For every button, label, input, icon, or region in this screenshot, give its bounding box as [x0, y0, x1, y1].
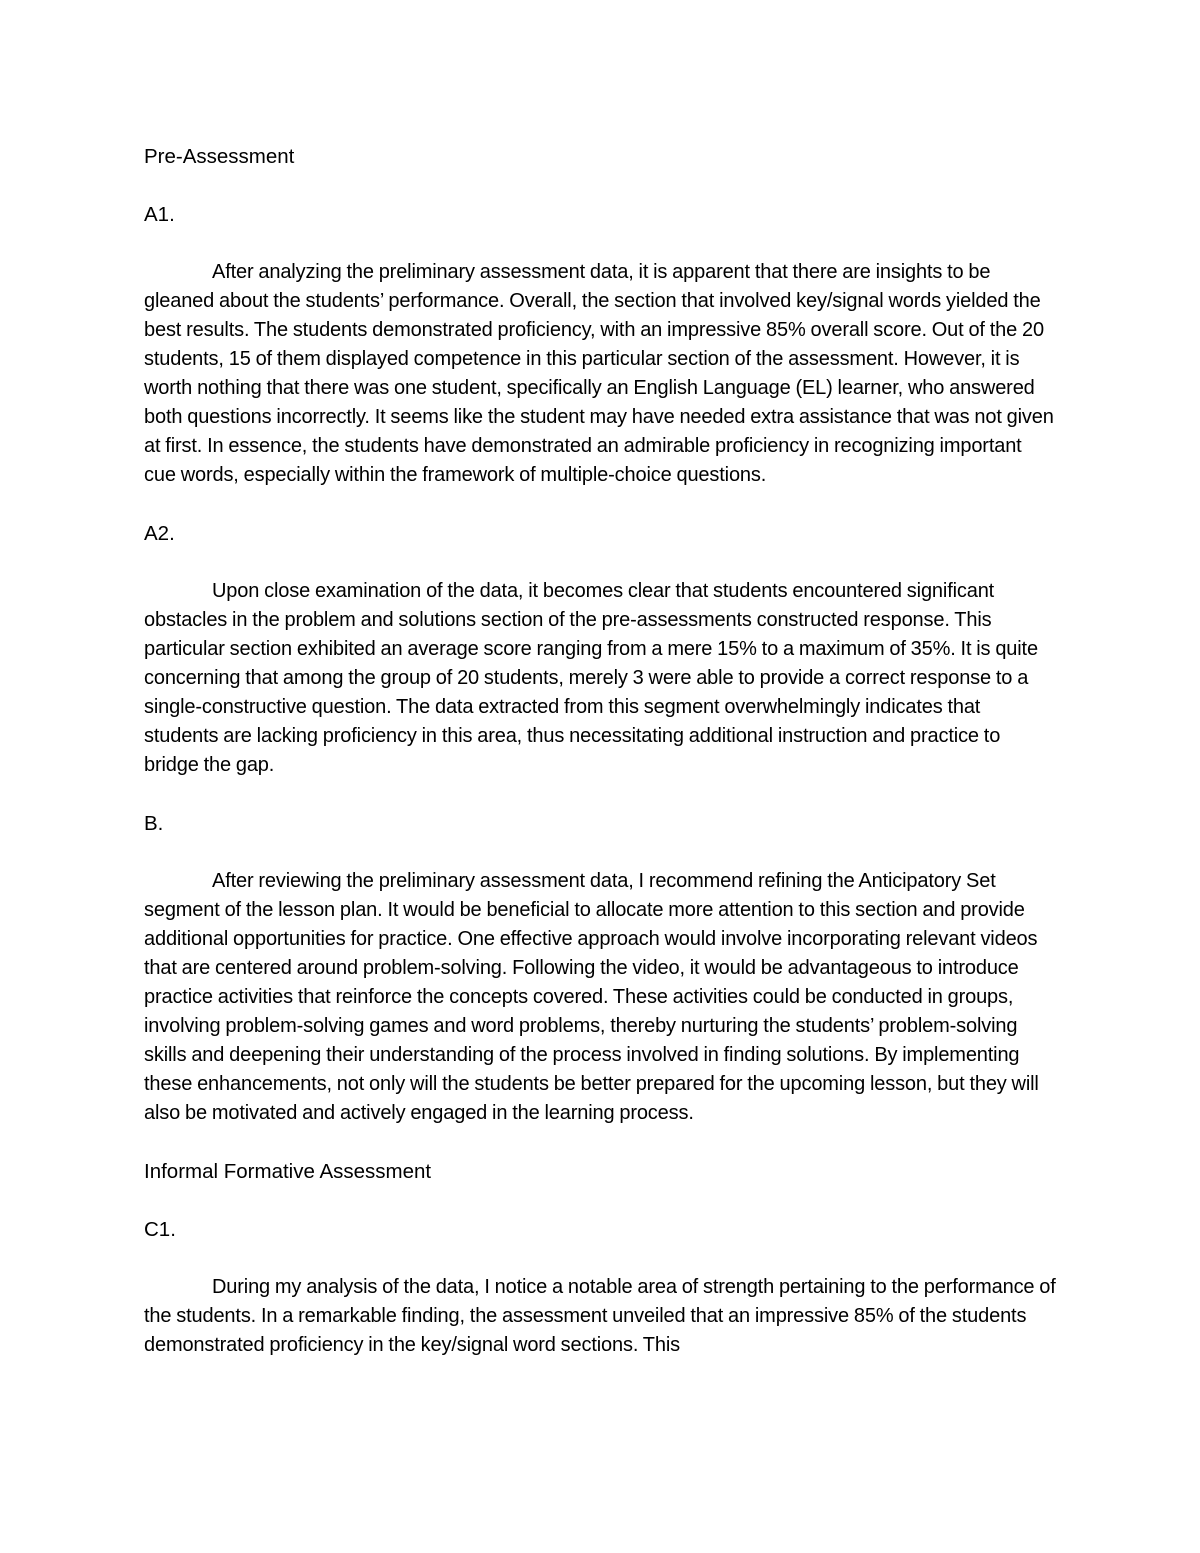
heading-b: B.: [144, 812, 164, 835]
section-c1: [144, 1215, 1056, 1360]
document-body: [144, 142, 1056, 1389]
section-a2: [144, 519, 1056, 780]
section-a1: [144, 200, 1056, 490]
heading-a1: A1.: [144, 203, 175, 226]
heading-a2: A2.: [144, 522, 175, 545]
section-title-pre-assessment: Pre-Assessment: [144, 145, 295, 168]
paragraph-c1: During my analysis of the data, I notice a notable area of strength pertaining to the performance of the students. In a remarkable finding, the assessment unveiled that an impressive 85% of the students demonstrated proficiency in the key/signal word sections. This: [144, 1276, 1056, 1356]
section-b: [144, 809, 1056, 1128]
section-title-informal-formative-assessment: Informal Formative Assessment: [144, 1160, 432, 1183]
paragraph-a1: After analyzing the preliminary assessment data, it is apparent that there are insights to be gleaned about the students’ performance. Overall, the section that involved key/signal words yielded the best results. The students demonstrated proficiency, with an impressive 85% overall score. Out of the 20 students, 15 of them displayed competence in this particular section of the assessment. However, it is worth nothing that there was one student, specifically an English Language (EL) learner, who answered both questions incorrectly. It seems like the student may have needed extra assistance that was not given at first. In essence, the students have demonstrated an admirable proficiency in recognizing important cue words, especially within the framework of multiple-choice questions.: [144, 261, 1054, 486]
paragraph-a2: Upon close examination of the data, it becomes clear that students encountered significant obstacles in the problem and solutions section of the pre-assessments constructed response. This particular section exhibited an average score ranging from a mere 15% to a maximum of 35%. It is quite concerning that among the group of 20 students, merely 3 were able to provide a correct response to a single-constructive question. The data extracted from this segment overwhelmingly indicates that students are lacking proficiency in this area, thus necessitating additional instruction and practice to bridge the gap.: [144, 580, 1038, 776]
heading-c1: C1.: [144, 1218, 176, 1241]
paragraph-b: After reviewing the preliminary assessment data, I recommend refining the Anticipatory Set segment of the lesson plan. It would be beneficial to allocate more attention to this section and provide additional opportunities for practice. One effective approach would involve incorporating relevant videos that are centered around problem-solving. Following the video, it would be advantageous to introduce practice activities that reinforce the concepts covered. These activities could be conducted in groups, involving problem-solving games and word problems, thereby nurturing the students’ problem-solving skills and deepening their understanding of the process involved in finding solutions. By implementing these enhancements, not only will the students be better prepared for the upcoming lesson, but they will also be motivated and actively engaged in the learning process.: [144, 870, 1039, 1124]
